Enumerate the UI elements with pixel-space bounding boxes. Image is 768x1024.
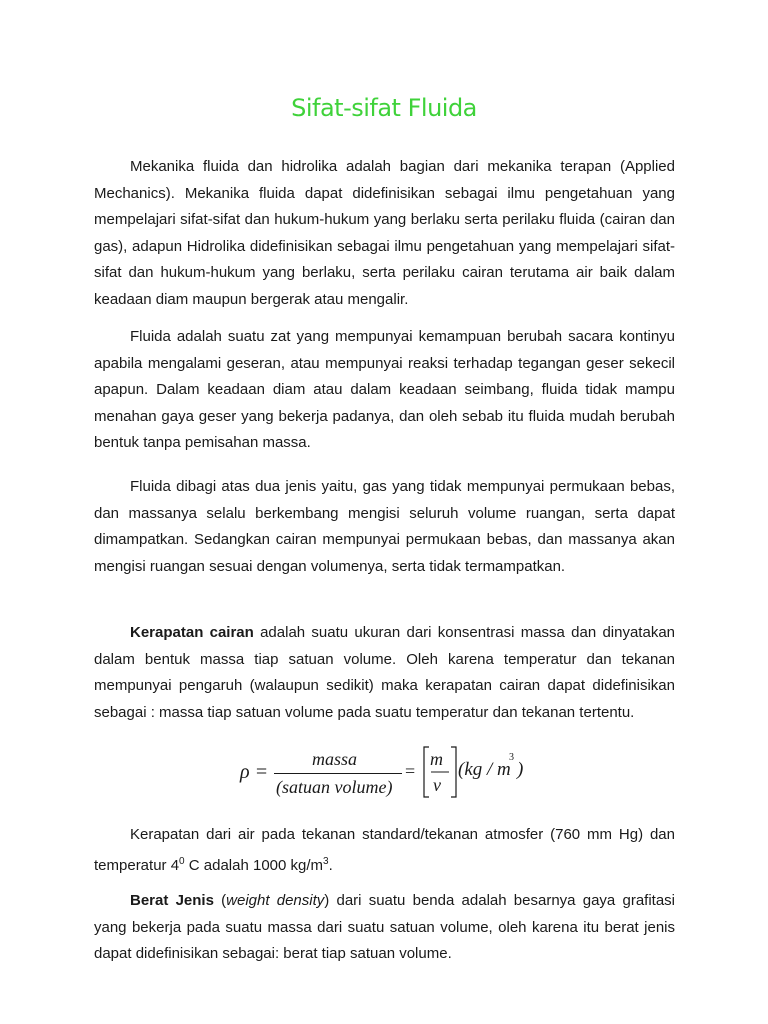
paragraph-mekanika-fluida <box>94 154 675 313</box>
formula-equals: = <box>405 761 416 781</box>
formula-denominator: (satuan volume) <box>276 777 393 797</box>
paragraph-berat-jenis <box>94 888 675 968</box>
formula-unit-close: ) <box>517 759 524 780</box>
superscript-zero: 0 <box>179 855 185 867</box>
formula-lhs: ρ = <box>240 761 269 783</box>
paragraph-text: adalah suatu ukuran dari konsentrasi massa dan dinyatakan dalam bentuk massa tiap satuan volume. Oleh karena temperatur dan tekanan mempunyai pengaruh (walaupun sedikit) maka kerapatan cairan dapat didefinisikan sebagai : massa tiap satuan volume pada suatu temperatur dan tekanan tertentu. <box>94 624 675 721</box>
paragraph-text: Fluida dibagi atas dua jenis yaitu, gas yang tidak mempunyai permukaan bebas, dan massanya selalu berkembang mengisi seluruh volume ruangan, serta dapat dimampatkan. Sedangkan cairan mempunyai permukaan bebas, dan massanya akan mengisi ruangan sesuai dengan volumenya, serta tidak termampatkan. <box>94 478 675 575</box>
formula-fraction-bar <box>274 773 402 774</box>
paragraph-text: ( <box>213 892 227 909</box>
term-kerapatan-cairan: Kerapatan cairan <box>130 624 254 641</box>
paragraph-text: Mekanika fluida dan hidrolika adalah bagian dari mekanika terapan (Applied Mechanics). Mekanika fluida dapat didefinisikan sebagai ilmu pengetahuan yang mempelajari sifat-sifat dan hukum-hukum yang berlaku serta perilaku fluida (cairan dan gas), adapun Hidrolika didefinisikan sebagai ilmu pengetahuan yang mempelajari sifat-sifat dan hukum-hukum yang berlaku, serta perilaku cairan terutama air baik dalam keadaan diam maupun bergerak atau mengalir. <box>94 158 675 308</box>
term-berat-jenis: Berat Jenis <box>130 892 214 909</box>
paragraph-text: . <box>328 856 333 874</box>
density-formula <box>240 744 540 804</box>
paragraph-text: Kerapatan dari air pada tekanan standard/tekanan atmosfer (760 mm Hg) dan temperatur 4 <box>94 826 675 874</box>
paragraph-text: ) dari suatu benda adalah besarnya gaya grafitasi yang bekerja pada suatu massa dari suatu satuan volume, oleh karena itu berat jenis dapat didefinisikan sebagai: berat tiap satuan volume. <box>94 892 676 962</box>
paragraph-kerapatan-cairan <box>94 620 675 726</box>
formula-unit: (kg / m <box>458 759 511 780</box>
superscript-three: 3 <box>323 855 329 867</box>
document-title: Sifat-sifat Fluida <box>291 94 477 122</box>
formula-volume-symbol: v <box>433 775 441 795</box>
paragraph-kerapatan-air <box>94 822 675 879</box>
formula-unit-exponent: 3 <box>509 752 514 763</box>
term-weight-density: weight density <box>226 892 325 909</box>
paragraph-definisi-fluida <box>94 324 675 457</box>
formula-mass-symbol: m <box>430 749 443 769</box>
paragraph-text: Fluida adalah suatu zat yang mempunyai kemampuan berubah sacara kontinyu apabila mengalami geseran, atau mempunyai reaksi terhadap tegangan geser sekecil apapun. Dalam keadaan diam atau dalam keadaan seimbang, fluida tidak mampu menahan gaya geser yang bekerja padanya, dan oleh sebab itu fluida mudah berubah bentuk tanpa pemisahan massa. <box>94 328 675 451</box>
paragraph-text: C adalah 1000 kg/m <box>184 856 324 874</box>
formula-numerator: massa <box>312 749 358 769</box>
paragraph-jenis-fluida <box>94 474 675 580</box>
